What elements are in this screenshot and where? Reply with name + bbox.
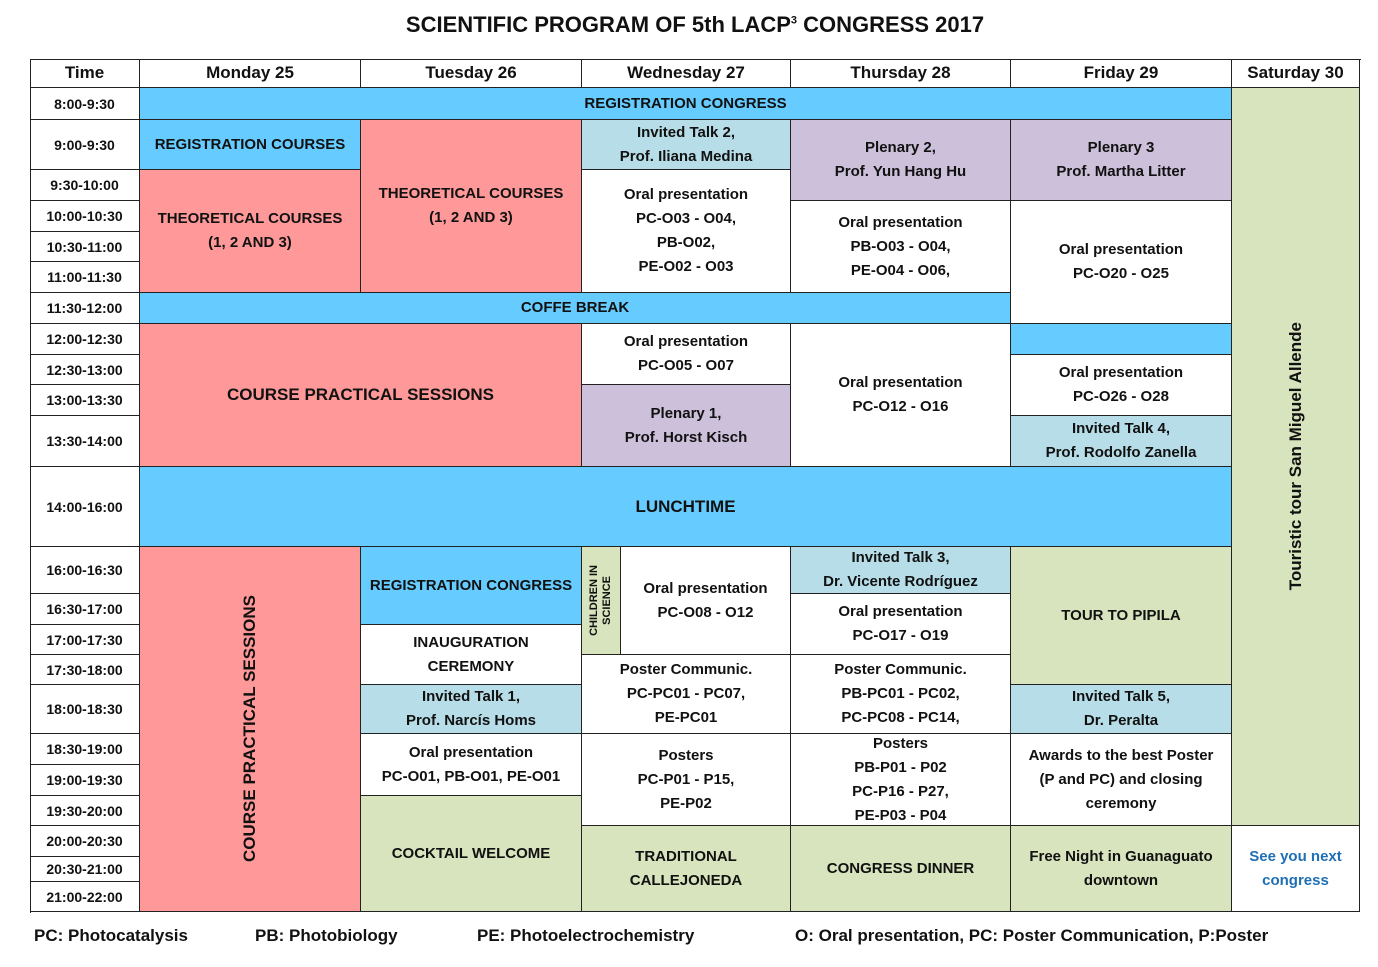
thu-oral-presentation-1-text (838, 211, 962, 283)
tue-oral-presentation-line: Oral presentation (408, 743, 534, 761)
coffee-break (140, 293, 1011, 324)
thu-poster-communication (791, 655, 1011, 734)
thu-poster-communication-text (834, 658, 967, 730)
time-slot (30, 120, 140, 170)
header-monday (140, 59, 361, 88)
time-slot (30, 416, 140, 467)
wed-oral-presentation-3-text (643, 577, 767, 625)
thu-oral-presentation-3-line: PC-O17 - O19 (852, 627, 949, 644)
tour-to-pipila (1011, 547, 1232, 685)
traditional-callejoneda-line: TRADITIONAL (635, 847, 737, 865)
awards-closing-ceremony-line: ceremony (1085, 794, 1157, 812)
thu-oral-presentation-3-line: Oral presentation (838, 603, 963, 620)
plenary-2-line: Prof. Yun Hang Hu (834, 163, 967, 180)
traditional-callejoneda-line: CALLEJONEDA (629, 871, 743, 889)
time-slot (30, 857, 140, 882)
wed-oral-presentation-1-line: PB-O02, (656, 234, 716, 251)
plenary-3-line: Plenary 3 (1087, 139, 1155, 156)
wed-oral-presentation-2-text (624, 330, 748, 378)
plenary-2 (791, 120, 1011, 201)
inauguration-ceremony (361, 625, 582, 685)
invited-talk-2-line: Prof. Iliana Medina (619, 147, 753, 165)
thu-posters-line: PB-P01 - P02 (854, 758, 947, 776)
thu-oral-presentation-2 (791, 324, 1011, 467)
theoretical-courses-mon-text (158, 207, 343, 255)
time-slot (30, 882, 140, 912)
time-slot (30, 826, 140, 857)
registration-congress-am (140, 88, 1232, 120)
time-slot-text: 12:30-13:00 (46, 361, 123, 378)
thu-posters (791, 734, 1011, 826)
congress-dinner-text: CONGRESS DINNER (826, 859, 975, 877)
tue-oral-presentation-text (382, 741, 560, 789)
course-practical-sessions-am-text: COURSE PRACTICAL SESSIONS (226, 385, 494, 404)
wed-posters (582, 734, 791, 826)
thu-poster-communication-line: PB-PC01 - PC02, (841, 685, 960, 702)
invited-talk-5-text (1072, 685, 1170, 733)
invited-talk-2 (582, 120, 791, 170)
inauguration-ceremony-line: CEREMONY (427, 657, 515, 675)
header-monday-text: Monday 25 (206, 63, 294, 82)
plenary-1-text (625, 402, 748, 450)
invited-talk-3-text (823, 547, 978, 594)
time-slot-text: 20:30-21:00 (46, 861, 123, 877)
time-slot-text: 9:00-9:30 (54, 136, 115, 153)
invited-talk-5-line: Dr. Peralta (1083, 712, 1159, 729)
children-in-science (582, 547, 621, 655)
time-slot-text: 16:00-16:30 (46, 562, 123, 578)
thu-poster-communication-line: PC-PC08 - PC14, (841, 709, 960, 726)
invited-talk-4-text (1046, 417, 1197, 465)
theoretical-courses-tue (361, 120, 582, 293)
thu-oral-presentation-3 (791, 594, 1011, 655)
time-slot (30, 765, 140, 796)
time-slot-text: 13:00-13:30 (46, 392, 123, 408)
wed-poster-communication-line: PE-PC01 (654, 709, 718, 726)
fri-oral-presentation-1-text (1059, 238, 1183, 286)
time-slot-text: 11:00-11:30 (47, 269, 122, 285)
time-slot (30, 232, 140, 262)
wed-oral-presentation-1 (582, 170, 791, 293)
see-you-next-congress (1232, 826, 1360, 912)
legend-pc: PC: Photocatalysis (34, 926, 188, 945)
time-slot (30, 734, 140, 765)
registration-congress-am-text: REGISTRATION CONGRESS (584, 94, 787, 112)
time-slot (30, 685, 140, 734)
wed-oral-presentation-1-line: PE-O02 - O03 (638, 258, 734, 275)
legend-abbreviations: O: Oral presentation, PC: Poster Communication, P:Poster (795, 926, 1269, 945)
course-practical-sessions-am (140, 324, 582, 467)
wed-posters-line: Posters (658, 746, 714, 764)
time-slot-text: 17:30-18:00 (46, 661, 123, 678)
header-thursday-text: Thursday 28 (850, 63, 951, 82)
wed-posters-text (638, 744, 735, 816)
header-time (30, 59, 140, 88)
thu-poster-communication-line: Poster Communic. (834, 661, 967, 678)
fri-oral-presentation-2-text (1059, 361, 1183, 409)
plenary-3-line: Prof. Martha Litter (1056, 163, 1186, 180)
time-slot-text: 17:00-17:30 (46, 631, 123, 648)
plenary-2-text (835, 136, 966, 184)
invited-talk-3 (791, 547, 1011, 594)
course-practical-sessions-pm (140, 547, 361, 912)
plenary-3-text (1056, 136, 1185, 184)
invited-talk-2-text (620, 121, 753, 169)
invited-talk-1-line: Prof. Narcís Homs (405, 712, 537, 729)
header-saturday (1232, 59, 1360, 88)
time-slot (30, 324, 140, 355)
awards-closing-ceremony-text (1029, 744, 1214, 816)
time-slot (30, 655, 140, 685)
cocktail-welcome (361, 796, 582, 912)
invited-talk-1-text (406, 685, 536, 733)
thu-posters-text (852, 734, 949, 826)
legend-pb: PB: Photobiology (255, 926, 398, 945)
time-slot (30, 594, 140, 625)
wed-poster-communication-line: PC-PC01 - PC07, (626, 685, 746, 702)
plenary-2-line: Plenary 2, (865, 139, 936, 156)
cocktail-welcome-text: COCKTAIL WELCOME (391, 844, 551, 862)
theoretical-courses-tue-text (379, 182, 564, 230)
header-tuesday (361, 59, 582, 88)
see-you-next-congress-line: congress (1262, 871, 1329, 889)
children-in-science-line: SCIENCE (601, 576, 613, 625)
time-slot (30, 201, 140, 232)
plenary-1-line: Plenary 1, (650, 404, 722, 422)
wed-oral-presentation-2 (582, 324, 791, 385)
header-time-text: Time (64, 63, 105, 82)
wed-posters-line: PE-P02 (660, 794, 712, 812)
time-slot (30, 293, 140, 324)
time-slot (30, 88, 140, 120)
fri-oral-presentation-1-line: PC-O20 - O25 (1073, 265, 1169, 282)
thu-oral-presentation-1-line: PE-O04 - O06, (850, 261, 951, 279)
header-wednesday (582, 59, 791, 88)
invited-talk-4-line: Invited Talk 4, (1071, 420, 1171, 437)
wed-oral-presentation-1-line: Oral presentation (623, 186, 749, 203)
thu-oral-presentation-1-line: Oral presentation (838, 213, 963, 231)
wed-oral-presentation-1-line: PC-O03 - O04, (635, 210, 737, 227)
traditional-callejoneda-text (630, 845, 743, 893)
saturday-touristic-tour-text: Touristic tour San Miguel Allende (1285, 322, 1305, 591)
saturday-touristic-tour (1232, 88, 1360, 826)
invited-talk-5 (1011, 685, 1232, 734)
tue-oral-presentation (361, 734, 582, 796)
header-thursday (791, 59, 1011, 88)
invited-talk-4 (1011, 416, 1232, 467)
lunchtime-text: LUNCHTIME (635, 496, 736, 516)
thu-oral-presentation-1-line: PB-O03 - O04, (850, 237, 951, 255)
wed-poster-communication-text (620, 658, 753, 730)
time-slot-text: 16:30-17:00 (46, 601, 123, 617)
time-slot-text: 19:00-19:30 (46, 772, 123, 788)
free-night-guanajuato-line: downtown (1083, 871, 1159, 889)
header-wednesday-text: Wednesday 27 (627, 63, 745, 82)
thu-oral-presentation-2-line: Oral presentation (838, 374, 963, 391)
time-slot-text: 10:30-11:00 (46, 238, 123, 255)
congress-dinner (791, 826, 1011, 912)
time-slot (30, 796, 140, 826)
registration-congress-pm-text: REGISTRATION CONGRESS (369, 576, 573, 594)
plenary-1-line: Prof. Horst Kisch (624, 428, 748, 446)
invited-talk-3-line: Dr. Vicente Rodríguez (823, 573, 978, 590)
theoretical-courses-mon (140, 170, 361, 293)
thu-oral-presentation-2-text (838, 371, 962, 419)
fri-oral-presentation-2-line: PC-O26 - O28 (1073, 388, 1169, 405)
time-slot-text: 21:00-22:00 (46, 888, 123, 905)
page-title: SCIENTIFIC PROGRAM OF 5th LACP$^3$ CONGRESS 2017 (405, 12, 985, 37)
theoretical-courses-tue-line: (1, 2 AND 3) (429, 209, 513, 226)
traditional-callejoneda (582, 826, 791, 912)
tue-oral-presentation-line: PC-O01, PB-O01, PE-O01 (381, 767, 561, 785)
time-slot-text: 14:00-16:00 (46, 498, 123, 515)
invited-talk-1-line: Invited Talk 1, (421, 688, 521, 705)
invited-talk-3-line: Invited Talk 3, (851, 549, 950, 566)
time-slot (30, 625, 140, 655)
free-night-guanajuato-text (1029, 845, 1212, 893)
wed-posters-line: PC-P01 - P15, (637, 770, 735, 788)
thu-oral-presentation-2-line: PC-O12 - O16 (852, 398, 949, 415)
header-friday (1011, 59, 1232, 88)
invited-talk-4-line: Prof. Rodolfo Zanella (1045, 444, 1197, 461)
time-slot-text: 10:00-10:30 (46, 208, 123, 224)
fri-oral-presentation-2-line: Oral presentation (1058, 364, 1184, 381)
time-slot-text: 20:00-20:30 (46, 833, 123, 849)
wed-oral-presentation-1-text (624, 183, 748, 279)
time-slot (30, 547, 140, 594)
time-slot (30, 262, 140, 293)
header-friday-text: Friday 29 (1083, 63, 1159, 82)
free-night-guanajuato-line: Free Night in Guanaguato (1029, 847, 1213, 865)
time-slot (30, 170, 140, 201)
fri-oral-presentation-1-line: Oral presentation (1058, 241, 1184, 258)
fri-oral-presentation-1 (1011, 201, 1232, 324)
inauguration-ceremony-line: INAUGURATION (413, 633, 529, 651)
time-slot-text: 9:30-10:00 (50, 177, 119, 193)
invited-talk-2-line: Invited Talk 2, (636, 123, 736, 141)
wed-poster-communication-line: Poster Communic. (619, 661, 753, 678)
registration-courses-text: REGISTRATION COURSES (154, 135, 346, 153)
wed-oral-presentation-3-line: PC-O08 - O12 (657, 603, 754, 621)
invited-talk-1 (361, 685, 582, 734)
awards-closing-ceremony (1011, 734, 1232, 826)
coffee-break-text: COFFE BREAK (520, 299, 630, 316)
see-you-next-congress-text (1249, 845, 1342, 893)
thu-posters-line: PC-P16 - P27, (852, 782, 949, 800)
lunchtime (140, 467, 1232, 547)
plenary-3 (1011, 120, 1232, 201)
registration-courses (140, 120, 361, 170)
time-slot (30, 385, 140, 416)
time-slot (30, 355, 140, 385)
time-slot-text: 13:30-14:00 (46, 433, 123, 449)
wed-oral-presentation-2-line: Oral presentation (623, 333, 749, 350)
children-in-science-text (588, 565, 614, 636)
wed-oral-presentation-3-line: Oral presentation (643, 579, 768, 597)
thu-posters-line: PE-P03 - P04 (854, 806, 947, 824)
time-slot-text: 19:30-20:00 (46, 802, 123, 819)
thu-oral-presentation-1 (791, 201, 1011, 293)
tour-to-pipila-text: TOUR TO PIPILA (1061, 606, 1181, 624)
inauguration-ceremony-text (413, 631, 529, 679)
time-slot (30, 467, 140, 547)
awards-closing-ceremony-line: Awards to the best Poster (1028, 746, 1214, 764)
wed-oral-presentation-2-line: PC-O05 - O07 (638, 357, 734, 374)
invited-talk-5-line: Invited Talk 5, (1071, 688, 1171, 705)
see-you-next-congress-line: See you next (1249, 847, 1342, 865)
free-night-guanajuato (1011, 826, 1232, 912)
wed-oral-presentation-3 (621, 547, 791, 655)
wed-poster-communication (582, 655, 791, 734)
theoretical-courses-mon-line: THEORETICAL COURSES (157, 210, 343, 227)
header-saturday-text: Saturday 30 (1247, 63, 1344, 82)
time-slot-text: 11:30-12:00 (46, 300, 123, 316)
time-slot-text: 18:30-19:00 (46, 741, 123, 757)
legend-pe: PE: Photoelectrochemistry (477, 926, 695, 945)
course-practical-sessions-pm-text: COURSE PRACTICAL SESSIONS (240, 595, 259, 863)
fri-oral-presentation-2 (1011, 355, 1232, 416)
thu-oral-presentation-3-text (838, 600, 962, 648)
header-tuesday-text: Tuesday 26 (425, 63, 517, 82)
theoretical-courses-tue-line: THEORETICAL COURSES (378, 185, 564, 202)
children-in-science-line: CHILDREN IN (588, 565, 600, 636)
theoretical-courses-mon-line: (1, 2 AND 3) (208, 234, 292, 251)
awards-closing-ceremony-line: (P and PC) and closing (1039, 770, 1203, 788)
time-slot-text: 12:00-12:30 (46, 331, 123, 347)
plenary-1 (582, 385, 791, 467)
time-slot-text: 18:00-18:30 (46, 701, 123, 717)
thu-posters-line: Posters (872, 734, 929, 752)
registration-congress-pm (361, 547, 582, 625)
fri-break-slot (1011, 324, 1232, 355)
time-slot-text: 8:00-9:30 (54, 95, 115, 112)
